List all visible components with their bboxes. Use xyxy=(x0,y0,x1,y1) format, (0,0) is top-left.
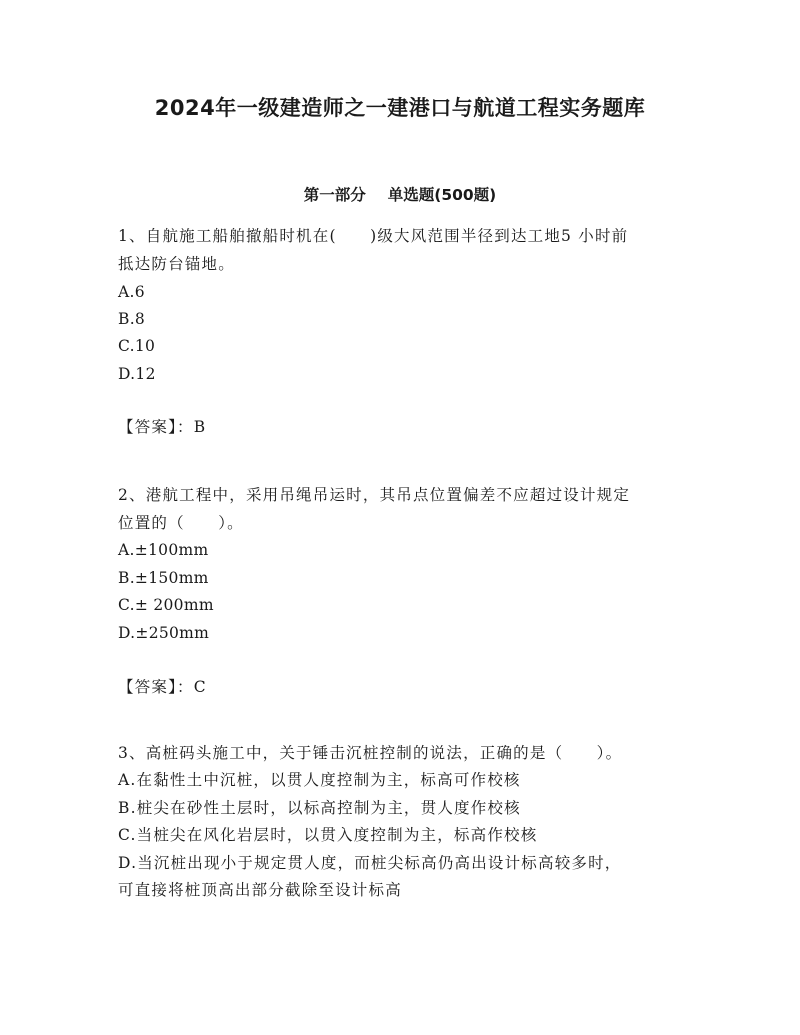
question-stem-line: 抵达防台锚地。 xyxy=(118,255,235,273)
question-stem-line: 1、自航施工船舶撤船时机在( )级大风范围半径到达工地5 小时前 xyxy=(118,227,629,245)
question-stem-line: 2、港航工程中，采用吊绳吊运时，其吊点位置偏差不应超过设计规定 xyxy=(118,486,631,504)
section-subtitle: 单选题(500题) xyxy=(387,186,497,204)
option-a: A.±100mm xyxy=(118,541,209,559)
document-title: 2024年一级建造师之一建港口与航道工程实务题库 xyxy=(154,96,646,120)
option-b: B.±150mm xyxy=(118,569,209,587)
option-d-continuation: 可直接将桩顶高出部分截除至设计标高 xyxy=(118,881,402,899)
section-name: 第一部分 xyxy=(303,186,366,204)
option-a: A.6 xyxy=(118,283,145,301)
option-d: D.±250mm xyxy=(118,624,210,642)
option-c: C.± 200mm xyxy=(118,596,214,614)
option-b: B.桩尖在砂性土层时，以标高控制为主，贯人度作校核 xyxy=(118,799,521,817)
section-heading xyxy=(0,182,800,208)
option-c: C.当桩尖在风化岩层时，以贯入度控制为主，标高作校核 xyxy=(118,826,538,844)
option-b: B.8 xyxy=(118,310,146,328)
question-stem-line: 位置的（ ）。 xyxy=(118,514,244,532)
answer-line: 【答案】：C xyxy=(118,678,207,696)
option-a: A.在黏性土中沉桩，以贯人度控制为主，标高可作校核 xyxy=(118,771,521,789)
option-c: C.10 xyxy=(118,337,156,355)
answer-line: 【答案】：B xyxy=(118,418,207,436)
option-d: D.当沉桩出现小于规定贯人度，而桩尖标高仍高出设计标高较多时， xyxy=(118,854,622,872)
question-stem-line: 3、高桩码头施工中，关于锤击沉桩控制的说法，正确的是（ ）。 xyxy=(118,744,623,762)
option-d: D.12 xyxy=(118,365,156,383)
